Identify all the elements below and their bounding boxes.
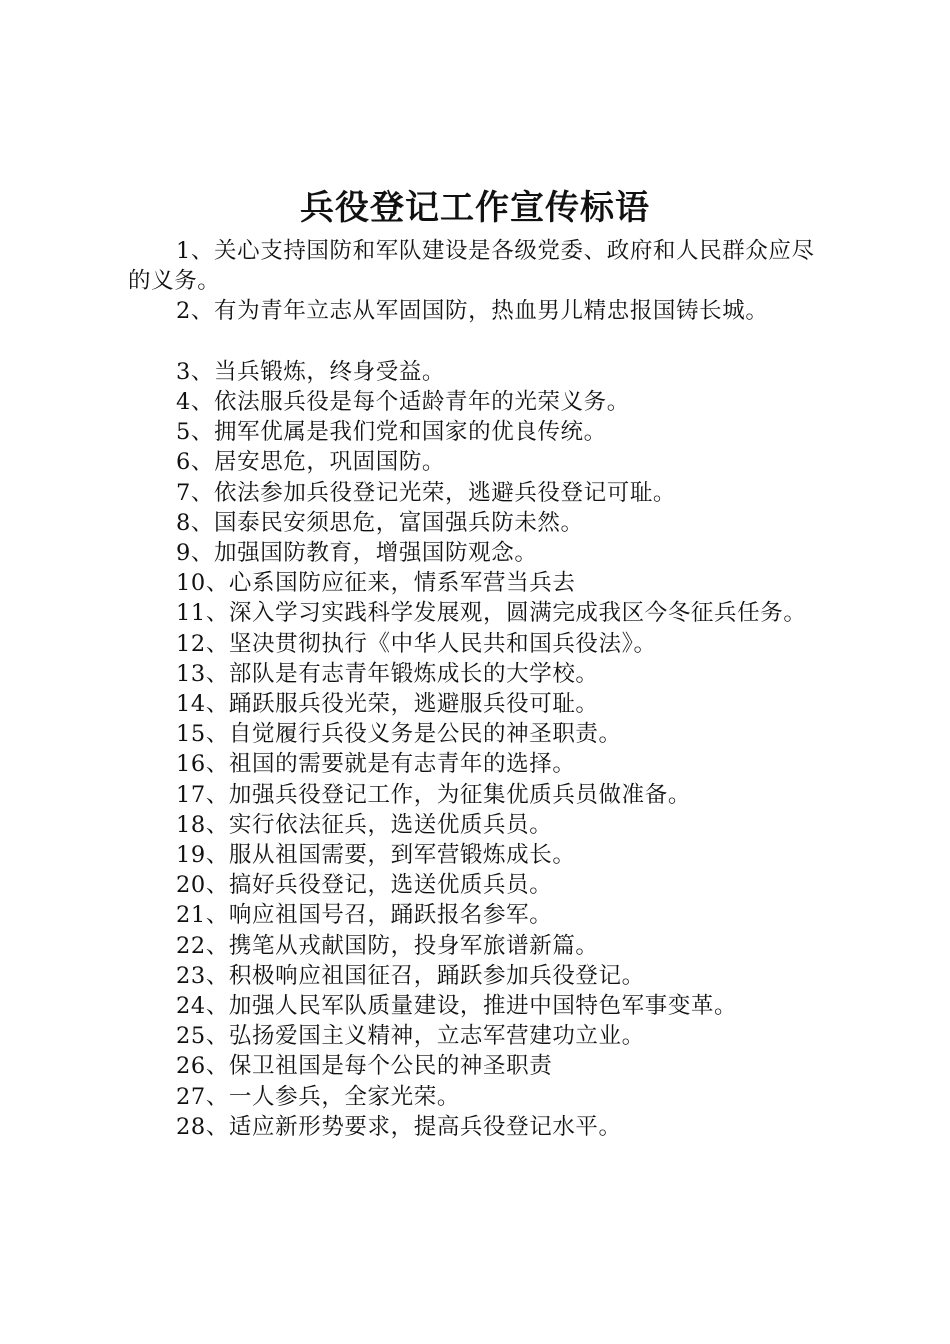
slogan-item-21: 21、响应祖国号召，踊跃报名参军。 [176,902,553,929]
slogan-item-9: 9、加强国防教育，增强国防观念。 [176,540,538,567]
slogan-list [128,236,828,1142]
slogan-item-27: 27、一人参兵，全家光荣。 [176,1083,460,1110]
slogan-item-4: 4、依法服兵役是每个适龄青年的光荣义务。 [176,389,630,415]
slogan-item-28: 28、适应新形势要求，提高兵役登记水平。 [176,1113,622,1140]
slogan-item-12: 12、坚决贯彻执行《中华人民共和国兵役法》。 [176,630,657,657]
slogan-item-23: 23、积极响应祖国征召，踊跃参加兵役登记。 [176,962,645,989]
slogan-item-20: 20、搞好兵役登记，选送优质兵员。 [176,872,553,899]
slogan-item-22: 22、携笔从戎献国防，投身军旅谱新篇。 [176,932,599,959]
slogan-item-8: 8、国泰民安须思危，富国强兵防未然。 [176,509,584,536]
slogan-item-16: 16、祖国的需要就是有志青年的选择。 [176,751,576,778]
slogan-item-15: 15、自觉履行兵役义务是公民的神圣职责。 [176,721,622,748]
slogan-item-1: 1、关心支持国防和军队建设是各级党委、政府和人民群众应尽的义务。 [128,238,815,295]
slogan-item-19: 19、服从祖国需要，到军营锻炼成长。 [176,842,576,869]
slogan-item-25: 25、弘扬爱国主义精神，立志军营建功立业。 [176,1023,645,1050]
slogan-item-5: 5、拥军优属是我们党和国家的优良传统。 [176,419,607,446]
slogan-item-10: 10、心系国防应征来，情系军营当兵去 [176,570,576,597]
slogan-item-17: 17、加强兵役登记工作，为征集优质兵员做准备。 [176,781,691,808]
slogan-item-7: 7、依法参加兵役登记光荣，逃避兵役登记可耻。 [176,479,677,506]
slogan-item-11: 11、深入学习实践科学发展观，圆满完成我区今冬征兵任务。 [176,600,807,627]
page-title: 兵役登记工作宣传标语 [300,188,650,228]
slogan-item-2: 2、有为青年立志从军固国防，热血男儿精忠报国铸长城。 [176,298,769,325]
slogan-item-6: 6、居安思危，巩固国防。 [176,449,446,476]
slogan-item-3: 3、当兵锻炼，终身受益。 [176,358,446,385]
slogan-item-14: 14、踊跃服兵役光荣，逃避服兵役可耻。 [176,691,599,718]
slogan-item-24: 24、加强人民军队质量建设，推进中国特色军事变革。 [176,993,738,1020]
slogan-item-26: 26、保卫祖国是每个公民的神圣职责 [176,1053,553,1080]
slogan-item-13: 13、部队是有志青年锻炼成长的大学校。 [176,660,599,687]
slogan-item-18: 18、实行依法征兵，选送优质兵员。 [176,811,553,838]
